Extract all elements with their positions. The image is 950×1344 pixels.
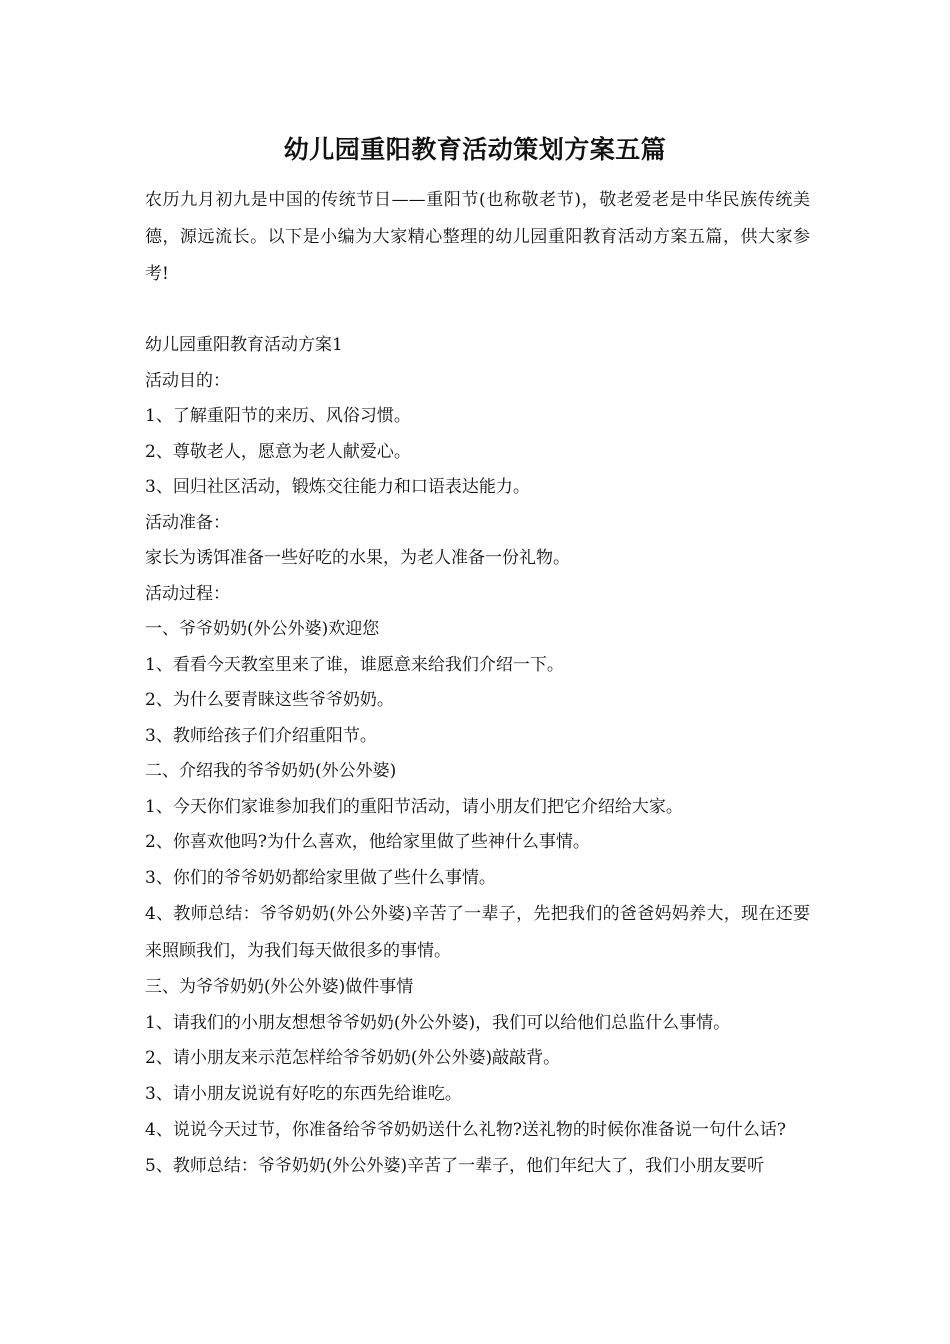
section-heading: 幼儿园重阳教育活动方案1 xyxy=(145,335,343,355)
list-item: 2、为什么要青睐这些爷爷奶奶。 xyxy=(145,690,394,710)
list-item: 3、回归社区活动，锻炼交往能力和口语表达能力。 xyxy=(145,477,530,497)
document-body xyxy=(145,328,810,1185)
list-item: 4、教师总结：爷爷奶奶(外公外婆)辛苦了一辈子，先把我们的爸爸妈妈养大，现在还要来照顾我们，为我们每天做很多的事情。 xyxy=(145,904,810,961)
step-heading: 二、介绍我的爷爷奶奶(外公外婆) xyxy=(145,761,397,781)
subheading: 活动目的： xyxy=(145,370,230,391)
list-item: 1、看看今天教室里来了谁，谁愿意来给我们介绍一下。 xyxy=(145,654,564,675)
intro-paragraph: 农历九月初九是中国的传统节日——重阳节(也称敬老节)，敬老爱老是中华民族传统美德，源远流长。以下是小编为大家精心整理的幼儿园重阳教育活动方案五篇，供大家参考! xyxy=(145,190,810,284)
list-item: 2、尊敬老人，愿意为老人献爱心。 xyxy=(145,441,411,462)
step-heading: 三、为爷爷奶奶(外公外婆)做件事情 xyxy=(145,977,414,997)
subheading: 活动过程： xyxy=(145,583,230,604)
list-item: 5、教师总结：爷爷奶奶(外公外婆)辛苦了一辈子，他们年纪大了，我们小朋友要听 xyxy=(145,1156,765,1176)
list-item: 1、了解重阳节的来历、风俗习惯。 xyxy=(145,406,411,426)
list-item: 2、请小朋友来示范怎样给爷爷奶奶(外公外婆)敲敲背。 xyxy=(145,1048,561,1068)
document-title: 幼儿园重阳教育活动策划方案五篇 xyxy=(283,135,667,164)
list-item: 2、你喜欢他吗?为什么喜欢，他给家里做了些神什么事情。 xyxy=(145,832,590,852)
list-item: 1、请我们的小朋友想想爷爷奶奶(外公外婆)，我们可以给他们总监什么事情。 xyxy=(145,1012,731,1033)
subheading: 活动准备： xyxy=(145,512,230,533)
list-item: 3、请小朋友说说有好吃的东西先给谁吃。 xyxy=(145,1083,462,1104)
text-line: 家长为诱饵准备一些好吃的水果，为老人准备一份礼物。 xyxy=(145,548,570,568)
list-item: 1、今天你们家谁参加我们的重阳节活动，请小朋友们把它介绍给大家。 xyxy=(145,796,683,817)
step-heading: 一、爷爷奶奶(外公外婆)欢迎您 xyxy=(145,619,380,639)
list-item: 4、说说今天过节，你准备给爷爷奶奶送什么礼物?送礼物的时候你准备说一句什么话? xyxy=(145,1120,787,1140)
list-item: 3、你们的爷爷奶奶都给家里做了些什么事情。 xyxy=(145,867,496,888)
list-item: 3、教师给孩子们介绍重阳节。 xyxy=(145,725,377,746)
